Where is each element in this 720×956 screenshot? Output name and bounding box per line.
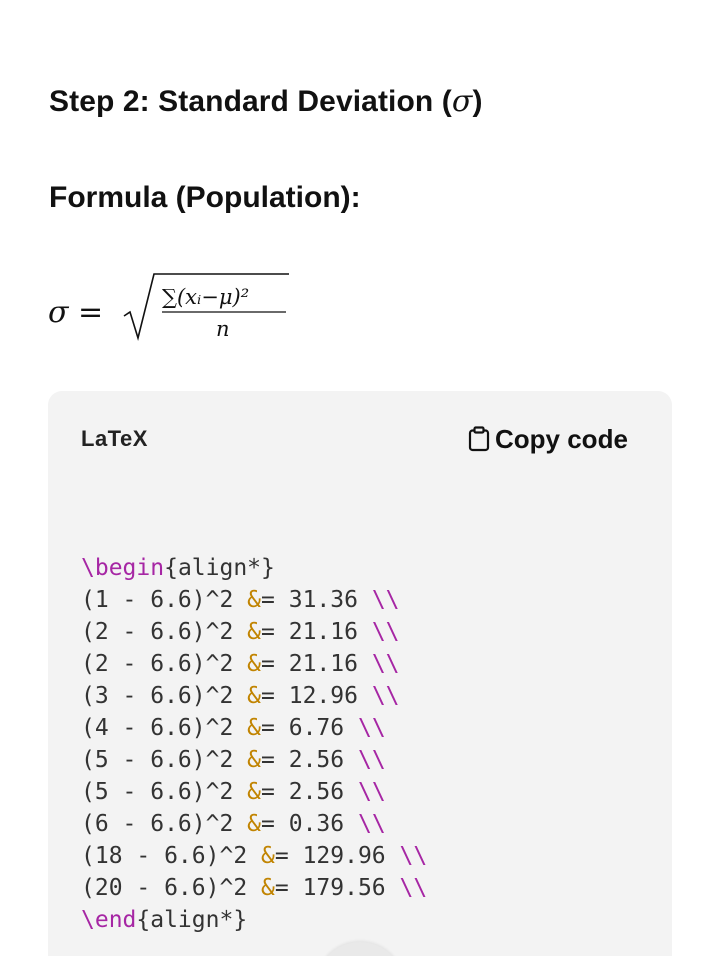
- code-line-lhs: (2 - 6.6)^2: [81, 619, 248, 645]
- code-line-lhs: (2 - 6.6)^2: [81, 651, 248, 677]
- code-line: [81, 712, 427, 744]
- clipboard-icon: [467, 426, 491, 452]
- sigma-symbol: σ: [451, 84, 473, 119]
- code-line-break: \\: [371, 619, 400, 645]
- code-line-ampersand: &: [247, 683, 262, 709]
- code-line: [81, 840, 427, 872]
- code-line-rhs: = 0.36: [261, 811, 358, 837]
- code-line-rhs: = 21.16: [261, 651, 372, 677]
- code-line-ampersand: &: [247, 779, 262, 805]
- code-line-ampersand: &: [247, 619, 262, 645]
- begin-command: \begin: [81, 555, 165, 581]
- code-line-ampersand: &: [261, 843, 275, 869]
- code-line-break: \\: [399, 843, 428, 869]
- code-line-lhs: (6 - 6.6)^2: [81, 811, 248, 837]
- formula-denominator: n: [216, 317, 230, 341]
- formula-numerator: ∑(xᵢ−μ)²: [162, 285, 250, 309]
- code-line: [81, 872, 427, 904]
- end-command: \end: [81, 907, 137, 933]
- code-line-rhs: = 179.56: [274, 875, 400, 901]
- code-line-break: \\: [357, 715, 386, 741]
- code-line-lhs: (5 - 6.6)^2: [81, 779, 248, 805]
- code-line-begin: [81, 552, 427, 584]
- latex-code: [81, 552, 427, 936]
- code-line-rhs: = 31.36: [261, 587, 372, 613]
- code-line-lhs: (1 - 6.6)^2: [81, 587, 248, 613]
- code-line-lhs: (18 - 6.6)^2: [81, 843, 262, 869]
- code-line-lhs: (3 - 6.6)^2: [81, 683, 248, 709]
- begin-arg: {align*}: [164, 555, 275, 581]
- code-line-break: \\: [357, 747, 386, 773]
- code-line-rhs: = 129.96: [274, 843, 400, 869]
- code-line-ampersand: &: [247, 811, 262, 837]
- code-line-lhs: (5 - 6.6)^2: [81, 747, 248, 773]
- code-line-ampersand: &: [261, 875, 275, 901]
- code-line-ampersand: &: [247, 587, 262, 613]
- formula-svg: [46, 266, 306, 346]
- code-line: [81, 584, 427, 616]
- code-line-break: \\: [399, 875, 428, 901]
- code-line-lhs: (20 - 6.6)^2: [81, 875, 262, 901]
- code-line-ampersand: &: [247, 715, 262, 741]
- code-line-rhs: = 21.16: [261, 619, 372, 645]
- code-line: [81, 616, 427, 648]
- code-line-rhs: = 6.76: [261, 715, 358, 741]
- formula-heading: Formula (Population):: [49, 181, 361, 214]
- code-line-end: [81, 904, 427, 936]
- code-language-label: LaTeX: [81, 426, 148, 451]
- std-dev-formula: [46, 266, 306, 346]
- code-line-break: \\: [357, 811, 386, 837]
- code-line: [81, 808, 427, 840]
- code-line: [81, 744, 427, 776]
- code-line-break: \\: [371, 587, 400, 613]
- code-line-ampersand: &: [247, 747, 262, 773]
- code-line-rhs: = 12.96: [261, 683, 372, 709]
- code-line-break: \\: [371, 651, 400, 677]
- code-line-rhs: = 2.56: [261, 779, 358, 805]
- formula-lhs: σ =: [48, 295, 104, 330]
- code-line: [81, 648, 427, 680]
- step-heading-close: ): [472, 85, 483, 118]
- code-line: [81, 776, 427, 808]
- code-line-break: \\: [357, 779, 386, 805]
- code-line-lhs: (4 - 6.6)^2: [81, 715, 248, 741]
- code-line-rhs: = 2.56: [261, 747, 358, 773]
- step-heading-text: Step 2: Standard Deviation (: [49, 85, 452, 118]
- code-line: [81, 680, 427, 712]
- code-line-ampersand: &: [247, 651, 262, 677]
- end-arg: {align*}: [136, 907, 248, 933]
- copy-code-label: Copy code: [495, 423, 628, 454]
- code-line-break: \\: [371, 683, 400, 709]
- copy-code-button[interactable]: [467, 422, 628, 456]
- step-heading: [49, 84, 483, 119]
